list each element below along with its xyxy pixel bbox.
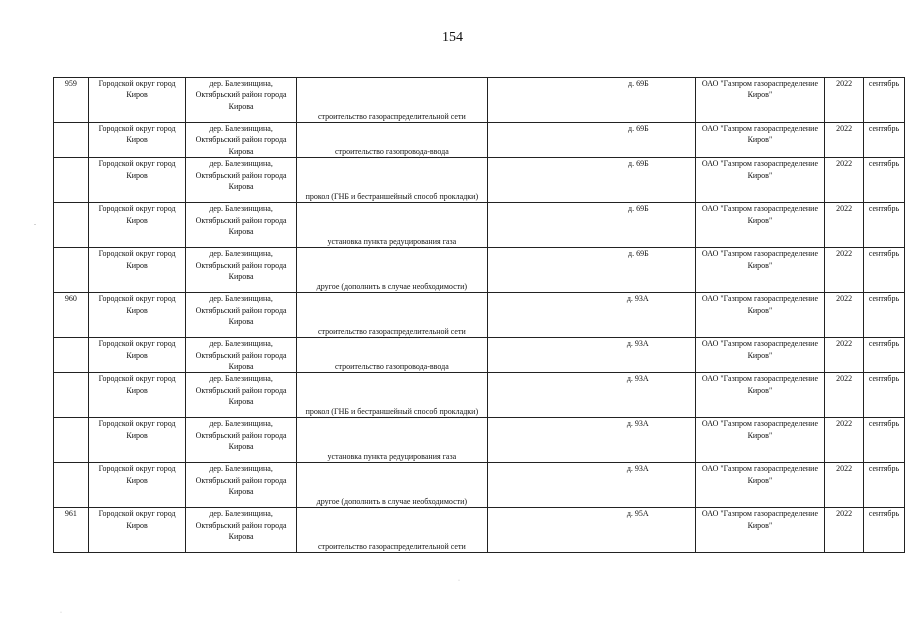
locality-cell: дер. Балезинщина, Октябрьский район города Кирова [186, 123, 297, 158]
organization-cell: ОАО "Газпром газораспределение Киров" [695, 418, 824, 463]
year-cell: 2022 [825, 418, 864, 463]
table-row [54, 338, 905, 373]
work-type-cell: установка пункта редуцирования газа [296, 203, 487, 248]
year-cell: 2022 [825, 78, 864, 123]
locality-cell: дер. Балезинщина, Октябрьский район города Кирова [186, 373, 297, 418]
municipality-cell: Городской округ город Киров [88, 418, 186, 463]
locality-cell: дер. Балезинщина, Октябрьский район города Кирова [186, 418, 297, 463]
organization-cell: ОАО "Газпром газораспределение Киров" [695, 158, 824, 203]
scan-speck: · [458, 578, 460, 584]
municipality-cell: Городской округ город Киров [88, 293, 186, 338]
house-cell: д. 93А [487, 338, 695, 373]
house-cell: д. 93А [487, 373, 695, 418]
table-row [54, 78, 905, 123]
month-cell: сентябрь [863, 338, 904, 373]
month-cell: сентябрь [863, 248, 904, 293]
year-cell: 2022 [825, 508, 864, 553]
municipality-cell: Городской округ город Киров [88, 508, 186, 553]
row-number: 960 [54, 293, 89, 338]
organization-cell: ОАО "Газпром газораспределение Киров" [695, 293, 824, 338]
house-cell: д. 93А [487, 418, 695, 463]
year-cell: 2022 [825, 293, 864, 338]
row-number: 961 [54, 508, 89, 553]
locality-cell: дер. Балезинщина, Октябрьский район города Кирова [186, 203, 297, 248]
table-row [54, 373, 905, 418]
month-cell: сентябрь [863, 418, 904, 463]
locality-cell: дер. Балезинщина, Октябрьский район города Кирова [186, 158, 297, 203]
organization-cell: ОАО "Газпром газораспределение Киров" [695, 463, 824, 508]
municipality-cell: Городской округ город Киров [88, 203, 186, 248]
organization-cell: ОАО "Газпром газораспределение Киров" [695, 508, 824, 553]
row-number: 959 [54, 78, 89, 123]
locality-cell: дер. Балезинщина, Октябрьский район города Кирова [186, 463, 297, 508]
table-row [54, 248, 905, 293]
work-type-cell: прокол (ГНБ и бестраншейный способ прокладки) [296, 158, 487, 203]
locality-cell: дер. Балезинщина, Октябрьский район города Кирова [186, 78, 297, 123]
month-cell: сентябрь [863, 508, 904, 553]
municipality-cell: Городской округ город Киров [88, 338, 186, 373]
table-row [54, 293, 905, 338]
year-cell: 2022 [825, 338, 864, 373]
organization-cell: ОАО "Газпром газораспределение Киров" [695, 203, 824, 248]
month-cell: сентябрь [863, 373, 904, 418]
row-number [54, 123, 89, 158]
locality-cell: дер. Балезинщина, Октябрьский район города Кирова [186, 248, 297, 293]
locality-cell: дер. Балезинщина, Октябрьский район города Кирова [186, 338, 297, 373]
house-cell: д. 69Б [487, 203, 695, 248]
month-cell: сентябрь [863, 123, 904, 158]
work-type-cell: строительство газораспределительной сети [296, 293, 487, 338]
month-cell: сентябрь [863, 463, 904, 508]
organization-cell: ОАО "Газпром газораспределение Киров" [695, 78, 824, 123]
table-row [54, 203, 905, 248]
row-number [54, 158, 89, 203]
page-number: 154 [442, 30, 463, 45]
year-cell: 2022 [825, 203, 864, 248]
municipality-cell: Городской округ город Киров [88, 78, 186, 123]
month-cell: сентябрь [863, 78, 904, 123]
work-type-cell: строительство газопровода-ввода [296, 338, 487, 373]
table-row [54, 158, 905, 203]
house-cell: д. 95А [487, 508, 695, 553]
house-cell: д. 69Б [487, 158, 695, 203]
year-cell: 2022 [825, 158, 864, 203]
municipality-cell: Городской округ город Киров [88, 373, 186, 418]
row-number [54, 373, 89, 418]
house-cell: д. 93А [487, 293, 695, 338]
municipality-cell: Городской округ город Киров [88, 123, 186, 158]
row-number [54, 203, 89, 248]
organization-cell: ОАО "Газпром газораспределение Киров" [695, 248, 824, 293]
year-cell: 2022 [825, 248, 864, 293]
house-cell: д. 69Б [487, 248, 695, 293]
table-row [54, 418, 905, 463]
table-row [54, 508, 905, 553]
row-number [54, 338, 89, 373]
work-type-cell: строительство газопровода-ввода [296, 123, 487, 158]
row-number [54, 248, 89, 293]
work-type-cell: другое (дополнить в случае необходимости) [296, 248, 487, 293]
work-type-cell: строительство газораспределительной сети [296, 508, 487, 553]
table-row [54, 463, 905, 508]
scan-speck: · [60, 610, 62, 616]
municipality-cell: Городской округ город Киров [88, 463, 186, 508]
month-cell: сентябрь [863, 158, 904, 203]
year-cell: 2022 [825, 373, 864, 418]
house-cell: д. 69Б [487, 78, 695, 123]
year-cell: 2022 [825, 123, 864, 158]
work-type-cell: строительство газораспределительной сети [296, 78, 487, 123]
municipality-cell: Городской округ город Киров [88, 248, 186, 293]
work-type-cell: другое (дополнить в случае необходимости) [296, 463, 487, 508]
row-number [54, 463, 89, 508]
registry-table [53, 77, 905, 553]
organization-cell: ОАО "Газпром газораспределение Киров" [695, 338, 824, 373]
scan-speck: - [34, 222, 36, 228]
table-row [54, 123, 905, 158]
house-cell: д. 93А [487, 463, 695, 508]
month-cell: сентябрь [863, 293, 904, 338]
house-cell: д. 69Б [487, 123, 695, 158]
locality-cell: дер. Балезинщина, Октябрьский район города Кирова [186, 508, 297, 553]
row-number [54, 418, 89, 463]
year-cell: 2022 [825, 463, 864, 508]
locality-cell: дер. Балезинщина, Октябрьский район города Кирова [186, 293, 297, 338]
organization-cell: ОАО "Газпром газораспределение Киров" [695, 123, 824, 158]
work-type-cell: установка пункта редуцирования газа [296, 418, 487, 463]
month-cell: сентябрь [863, 203, 904, 248]
organization-cell: ОАО "Газпром газораспределение Киров" [695, 373, 824, 418]
work-type-cell: прокол (ГНБ и бестраншейный способ прокладки) [296, 373, 487, 418]
municipality-cell: Городской округ город Киров [88, 158, 186, 203]
